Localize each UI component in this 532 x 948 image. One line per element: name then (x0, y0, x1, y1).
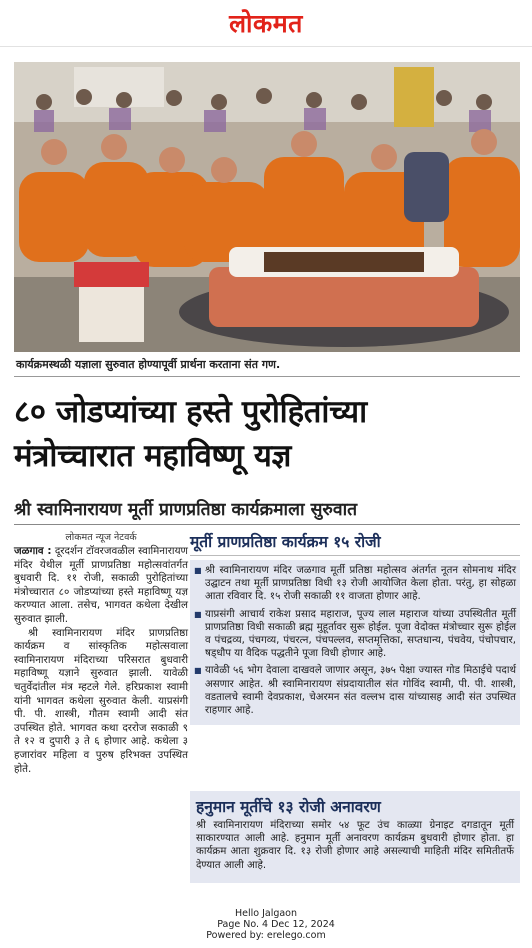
article-paragraph-1 (14, 545, 188, 627)
divider (14, 376, 520, 377)
article-body-column (14, 530, 188, 776)
hanuman-box (190, 791, 520, 883)
footer-page-date: Page No. 4 Dec 12, 2024 (217, 919, 335, 930)
sidebar-bullet: ■ यावेळी ५६ भोग देवाला दाखवले जाणार असून, ३७५ पेक्षा ज्यास्त गोड मिठाईचे पदार्थ असणार आहेत. श्री स्वामिनारायण संप्रदायातील संत गोविंद स्वामी, पी. पी. शास्त्री, वडतालचे स्वामी देवप्रकाश, चेअरमन संत वल्लभ दास यांच्यासह आदी संत उपस्थित राहणार आहे. (194, 664, 516, 717)
sidebar-bullet: ■ याप्रसंगी आचार्य राकेश प्रसाद महाराज, पूज्य लाल महाराज यांच्या उपस्थितीत मूर्ती प्राणप्रतिष्ठा विधी सकाळी ब्रह्म मुहूर्तावर सुरू होईल. पूजा वेदोक्त मंत्रोच्चार सुरू होईल व पंचद्रव्य, पंचगव्य, पंचरत्न, पंचपल्लव, सप्तमृत्तिका, सप्तधान्य, पंचवेय, पंचोपचार, षड्धौप या वैदिक पद्धतीने पूजा विधी होणार आहे. (194, 608, 516, 661)
sidebar-bullets (190, 560, 520, 725)
masthead (0, 0, 532, 47)
page-footer (0, 908, 532, 941)
hanuman-box-title: हनुमान मूर्तीचे १३ रोजी अनावरण (196, 798, 381, 816)
headline (14, 390, 524, 478)
footer-edition: Hello Jalgaon (234, 908, 298, 919)
dateline: जळगाव : (14, 545, 52, 557)
byline: लोकमत न्यूज नेटवर्क (65, 532, 137, 543)
sidebar-bullet: ■ श्री स्वामिनारायण मंदिर जळगाव मूर्ती प्रतिष्ठा महोत्सव अंतर्गत नूतन सोमनाथ मंदिर उद्घाटन तथा मूर्ती प्राणप्रतिष्ठा विधी १३ रोजी आयोजित केला होता. परंतु, हा सोहळा आता रविवार दि. १५ रोजी सकाळी ११ वाजता होणार आहे. (194, 564, 516, 604)
photo-ceremony-icon (14, 62, 520, 352)
sidebar-column (190, 530, 520, 725)
footer-powered-by: Powered by: erelego.com (206, 930, 326, 941)
hanuman-box-text: श्री स्वामिनारायण मंदिराच्या समोर ५४ फूट उंच काळ्या ग्रेनाइट दगडातून मूर्ती साकारण्यात आली आहे. हनुमान मूर्ती अनावरण कार्यक्रम बुधवारी होणार होता. हा कार्यक्रम आता शुक्रवार दि. १३ रोजी होणार आहे असल्याची माहिती मंदिर समितीतर्फे देण्यात आली आहे. (196, 820, 514, 871)
headline-line-1: ८० जोडप्यांच्या हस्ते पुरोहितांच्या (14, 394, 367, 430)
headline-line-2: मंत्रोच्चारात महाविष्णू यज्ञ (14, 438, 292, 474)
sidebar-title: मूर्ती प्राणप्रतिष्ठा कार्यक्रम १५ रोजी (190, 530, 520, 556)
divider (14, 524, 520, 525)
subheadline: श्री स्वामिनारायण मूर्ती प्राणप्रतिष्ठा कार्यक्रमाला सुरुवात (14, 500, 358, 520)
photo-caption: कार्यक्रमस्थळी यज्ञाला सुरुवात होण्यापूर्वी प्रार्थना करताना संत गण. (16, 358, 281, 371)
article-paragraph-2: श्री स्वामिनारायण मंदिर प्राणप्रतिष्ठा कार्यक्रम व सांस्कृतिक महोत्सवाला स्वामिनारायण मंदिराच्या परिसरात बुधवारी महाविष्णू यज्ञाने सुरुवात झाली. यावेळी चतुर्वेदांतील मंत्र म्हटले गेले. हरिप्रकाश स्वामी यांनी भागवत कथेला सुरुवात केली. याप्रसंगी पी. पी. शास्त्री, गौतम स्वामी आदी संत उपस्थित होते. भागवत कथा दररोज सकाळी ९ ते १२ व दुपारी ३ ते ६ होणार आहे. कथेला ३ हजारांवर महिला व पुरुष हरिभक्त उपस्थित होते. (14, 626, 188, 775)
newspaper-logo: लोकमत (229, 9, 303, 38)
article-photo (14, 62, 520, 352)
paragraph-1-text: दूरदर्शन टॉवरजवळील स्वामिनारायण मंदिर येथील मूर्ती प्राणप्रतिष्ठा महोत्सवांतर्गत बुधवारी दि. ११ रोजी, सकाळी पुरोहितांच्या मंत्रोच्चारात ८० जोडप्यांच्या हस्ते महाविष्णू यज्ञ करण्यात आला. तसेच, भागवत कथेला देखील सुरुवात झाली. (14, 545, 188, 625)
